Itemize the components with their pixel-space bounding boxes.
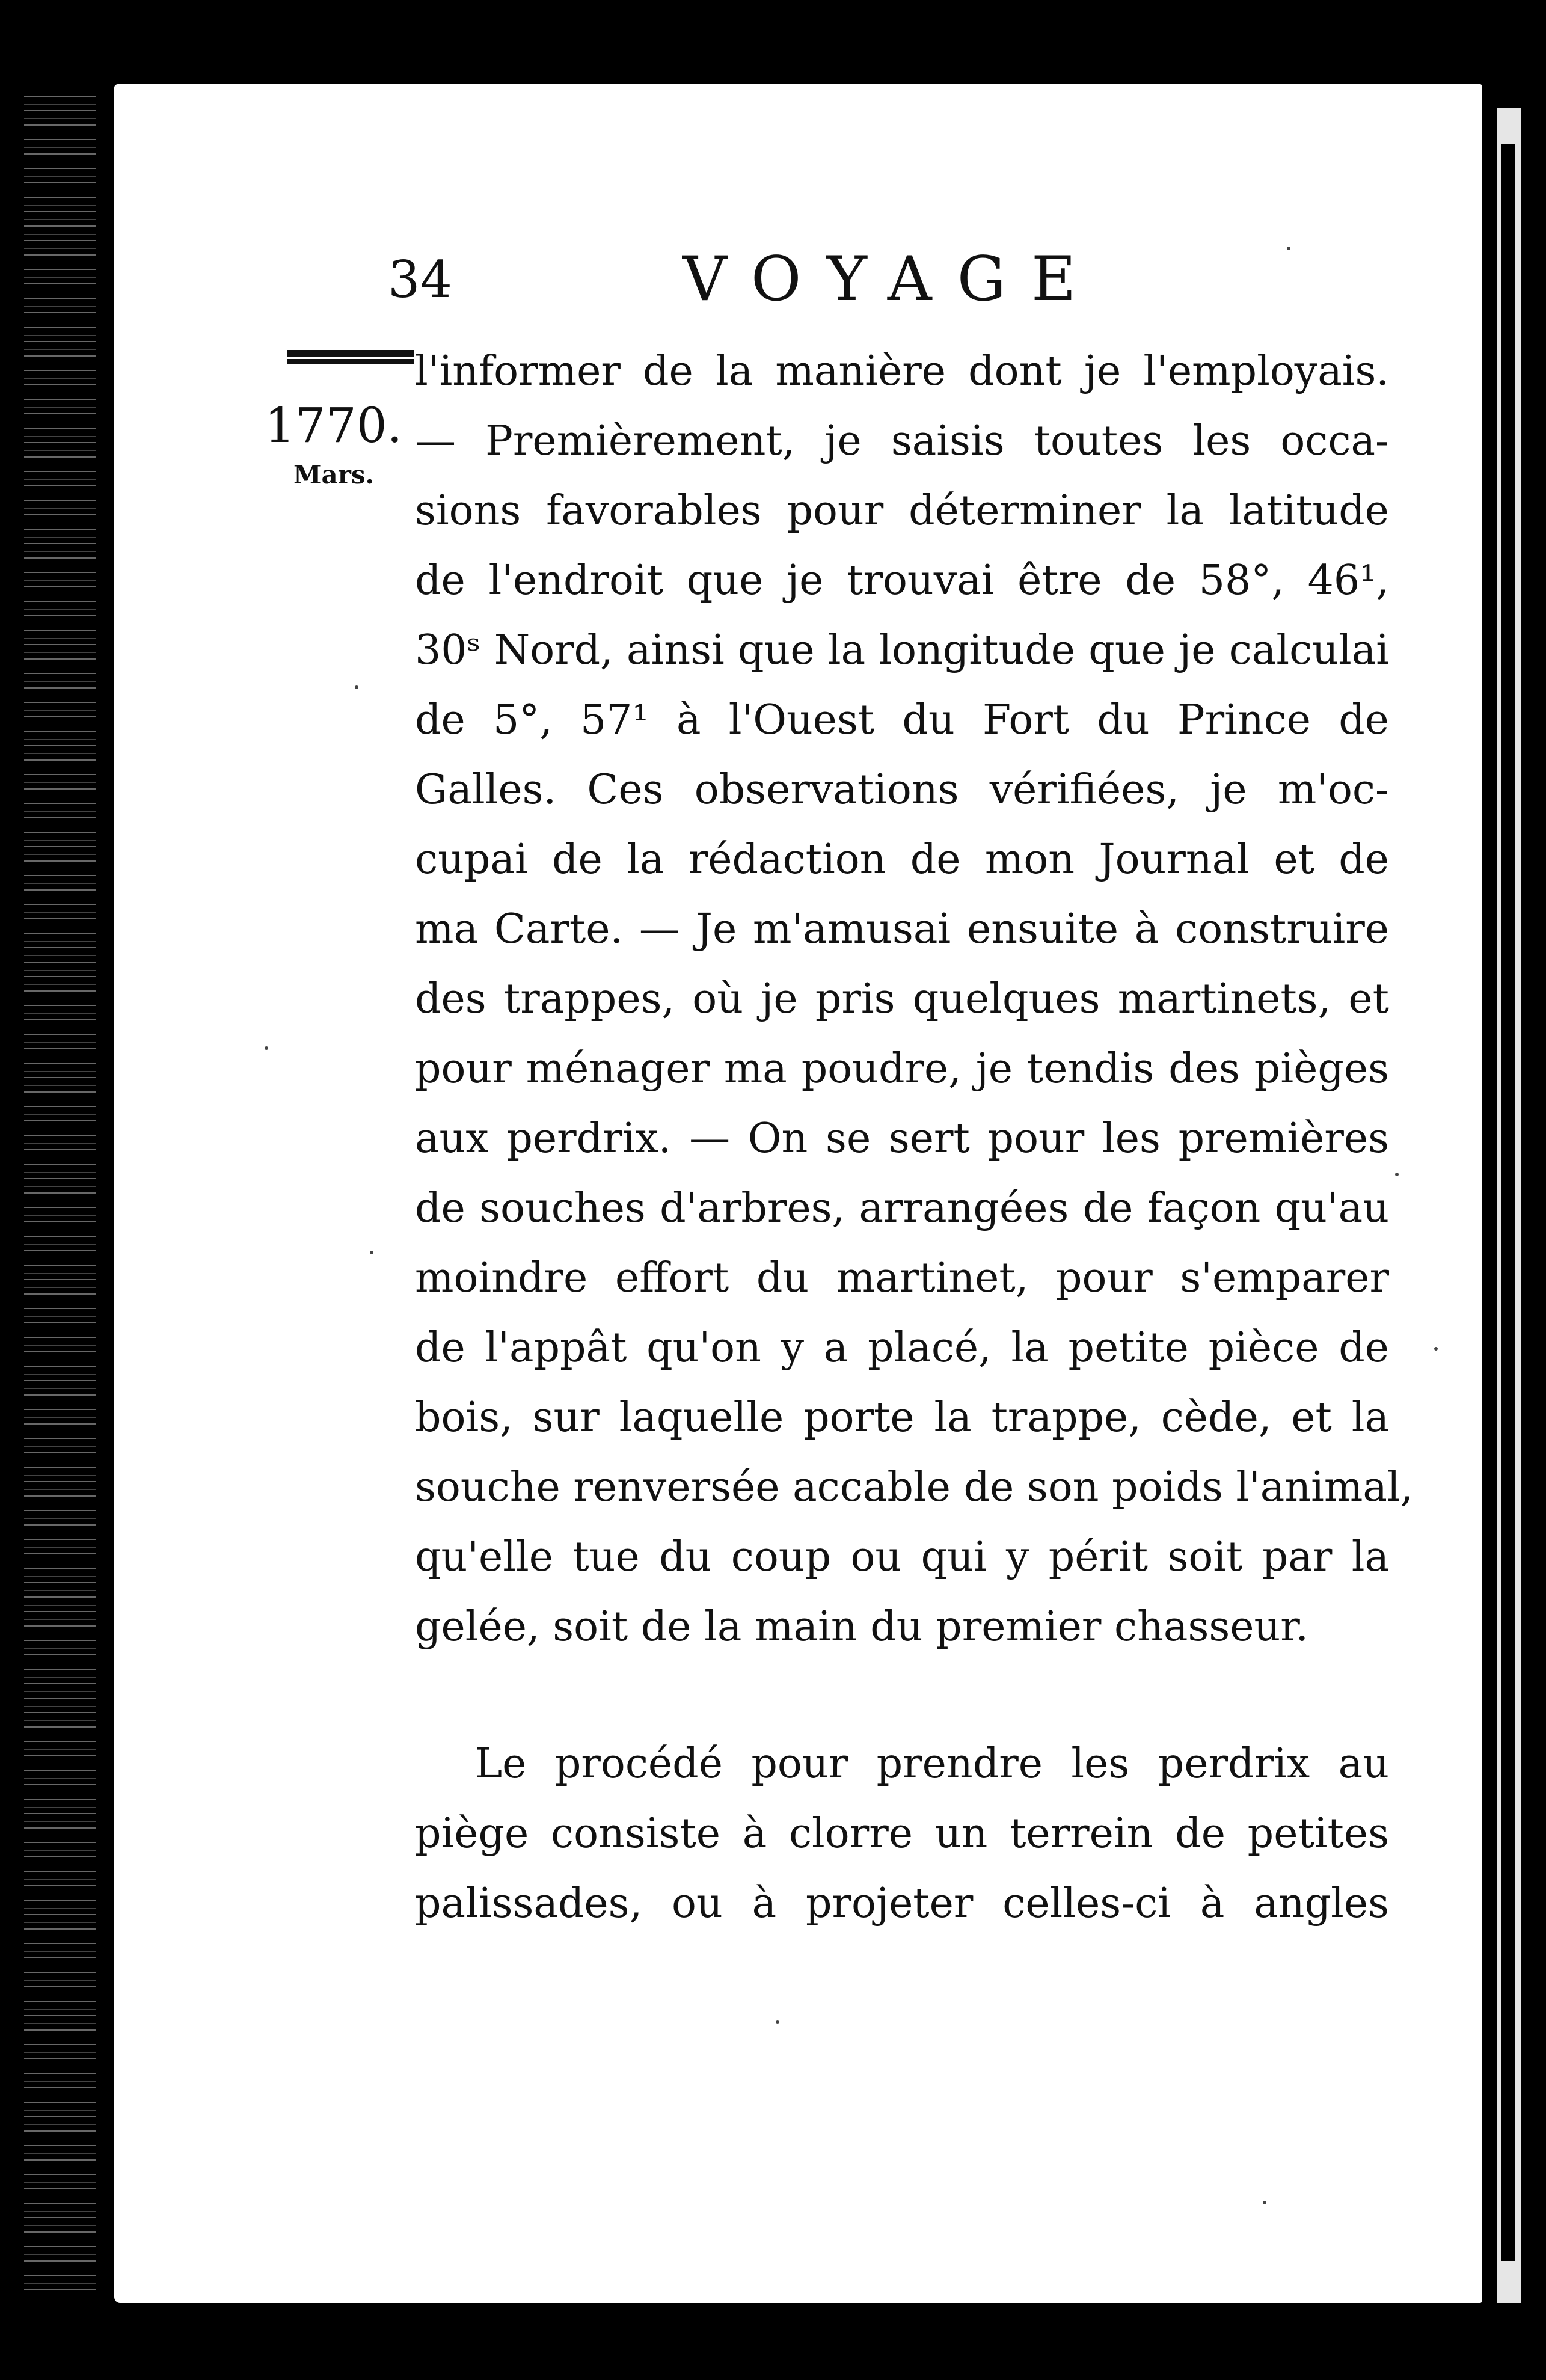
text-line: gelée, soit de la main du premier chasseur. xyxy=(415,1603,1308,1651)
text-line: l'informer de la manière dont je l'employais. xyxy=(415,348,1389,395)
text-line: qu'elle tue du coup ou qui y périt soit par la xyxy=(415,1533,1389,1581)
text-line: pour ménager ma poudre, je tendis des pièges xyxy=(415,1045,1389,1093)
body-text xyxy=(415,337,1414,1939)
text-line: aux perdrix. — On se sert pour les premières xyxy=(415,1115,1389,1162)
text-line: 30ˢ Nord, ainsi que la longitude que je calculai xyxy=(415,627,1389,674)
text-line: — Premièrement, je saisis toutes les occa- xyxy=(415,417,1389,465)
text-line: cupai de la rédaction de mon Journal et de xyxy=(415,836,1389,883)
text-line: bois, sur laquelle porte la trappe, cède, et la xyxy=(415,1394,1389,1441)
scan-speck xyxy=(1263,2201,1266,2204)
text-line: palissades, ou à projeter celles-ci à angles xyxy=(415,1880,1389,1927)
margin-note-year: 1770. xyxy=(265,397,403,453)
scan-edge-artifact xyxy=(24,90,96,2291)
running-title: VOYAGE xyxy=(683,244,1102,315)
text-line: de 5°, 57¹ à l'Ouest du Fort du Prince de xyxy=(415,696,1389,744)
text-line: ma Carte. — Je m'amusai ensuite à construire xyxy=(415,906,1389,953)
text-line: de souches d'arbres, arrangées de façon qu'au xyxy=(415,1185,1389,1232)
page-gutter-shadow xyxy=(1501,144,1515,2261)
scan-speck xyxy=(1287,247,1290,250)
text-line: de l'appât qu'on y a placé, la petite pièce de xyxy=(415,1324,1389,1372)
margin-note-month: Mars. xyxy=(293,460,375,489)
text-line: Le procédé pour prendre les perdrix au xyxy=(475,1740,1389,1788)
text-line: souche renversée accable de son poids l'animal, xyxy=(415,1464,1414,1511)
scan-speck xyxy=(370,1251,373,1254)
text-line: sions favorables pour déterminer la latitude xyxy=(415,487,1389,535)
text-line: des trappes, où je pris quelques martinets, et xyxy=(415,975,1389,1023)
text-line: Galles. Ces observations vérifiées, je m'oc- xyxy=(415,766,1389,814)
scan-speck xyxy=(1434,1347,1438,1351)
margin-rule xyxy=(287,350,414,364)
text-line: piège consiste à clorre un terrein de petites xyxy=(415,1810,1389,1857)
text-line: moindre effort du martinet, pour s'emparer xyxy=(415,1254,1389,1302)
scan-speck xyxy=(776,2020,779,2024)
scan-speck xyxy=(265,1046,268,1050)
paragraph-gap xyxy=(415,1662,1389,1729)
scan-speck xyxy=(355,685,358,689)
page-number: 34 xyxy=(388,250,452,309)
text-line: de l'endroit que je trouvai être de 58°, 46¹, xyxy=(415,557,1389,604)
page-header xyxy=(388,244,1170,334)
scan-speck xyxy=(1395,1173,1399,1176)
